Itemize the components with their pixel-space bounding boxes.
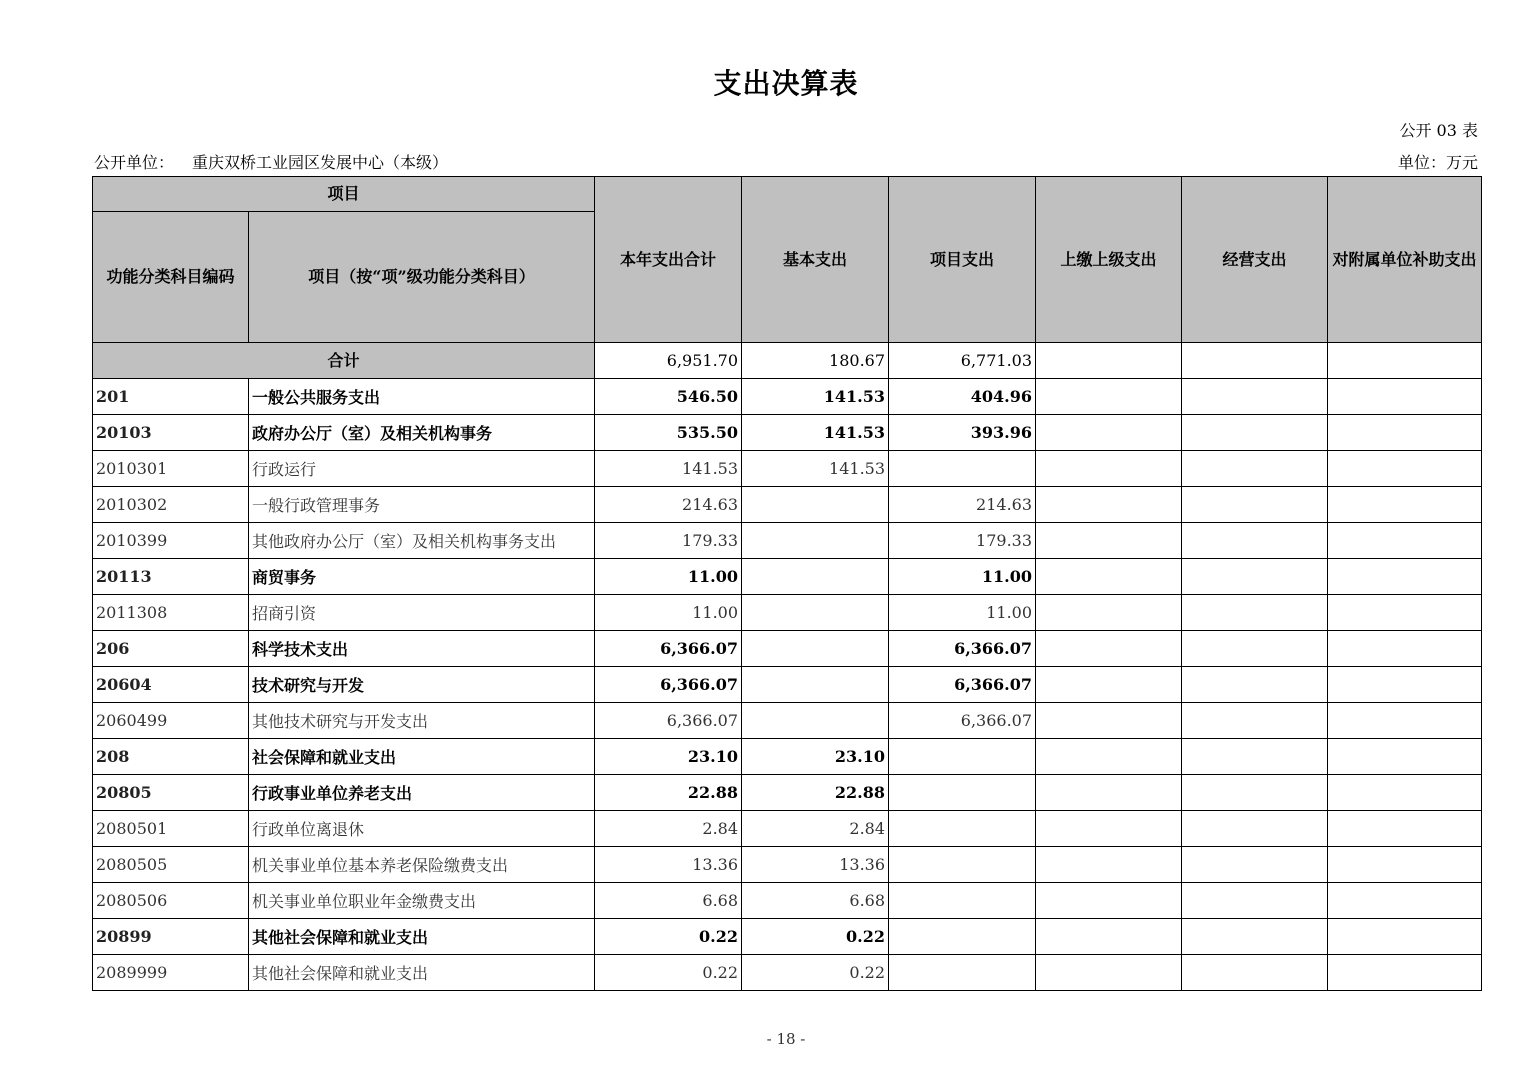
cell-name: 一般行政管理事务: [249, 487, 595, 523]
cell-basic: 2.84: [742, 811, 889, 847]
cell-total: 141.53: [595, 451, 742, 487]
cell-total: 6,366.07: [595, 703, 742, 739]
cell-name: 政府办公厅（室）及相关机构事务: [249, 415, 595, 451]
cell-code: 2010399: [93, 523, 249, 559]
cell-basic: [742, 703, 889, 739]
cell-business: [1182, 667, 1328, 703]
cell-subsidy: [1328, 415, 1482, 451]
cell-code: 20113: [93, 559, 249, 595]
cell-total: 22.88: [595, 775, 742, 811]
summary-basic: 180.67: [742, 343, 889, 379]
cell-subsidy: [1328, 883, 1482, 919]
cell-project: [889, 739, 1036, 775]
cell-project: [889, 775, 1036, 811]
cell-code: 20899: [93, 919, 249, 955]
summary-business: [1182, 343, 1328, 379]
cell-basic: 13.36: [742, 847, 889, 883]
cell-basic: 23.10: [742, 739, 889, 775]
cell-code: 2011308: [93, 595, 249, 631]
cell-upper: [1036, 379, 1182, 415]
table-number: 公开 03 表: [1399, 121, 1478, 140]
header-name: 项目（按“项”级功能分类科目）: [249, 212, 595, 343]
cell-basic: [742, 559, 889, 595]
table-row: [93, 919, 1482, 955]
cell-business: [1182, 379, 1328, 415]
cell-project: 214.63: [889, 487, 1036, 523]
unit-name: 重庆双桥工业园区发展中心（本级）: [192, 153, 449, 172]
cell-subsidy: [1328, 487, 1482, 523]
cell-name: 商贸事务: [249, 559, 595, 595]
cell-name: 其他技术研究与开发支出: [249, 703, 595, 739]
cell-subsidy: [1328, 523, 1482, 559]
cell-upper: [1036, 739, 1182, 775]
cell-subsidy: [1328, 811, 1482, 847]
cell-upper: [1036, 667, 1182, 703]
header-code: 功能分类科目编码: [93, 212, 249, 343]
cell-total: 214.63: [595, 487, 742, 523]
cell-business: [1182, 955, 1328, 991]
summary-total: 6,951.70: [595, 343, 742, 379]
table-row: [93, 451, 1482, 487]
table-row: [93, 739, 1482, 775]
table-row: [93, 415, 1482, 451]
cell-upper: [1036, 559, 1182, 595]
cell-project: [889, 451, 1036, 487]
cell-business: [1182, 631, 1328, 667]
cell-code: 20604: [93, 667, 249, 703]
cell-basic: [742, 667, 889, 703]
cell-business: [1182, 523, 1328, 559]
cell-total: 13.36: [595, 847, 742, 883]
cell-basic: 0.22: [742, 919, 889, 955]
cell-name: 科学技术支出: [249, 631, 595, 667]
expenditure-table: [92, 176, 1482, 991]
unit-label: 公开单位：: [94, 153, 175, 172]
cell-business: [1182, 415, 1328, 451]
cell-total: 6,366.07: [595, 631, 742, 667]
cell-total: 546.50: [595, 379, 742, 415]
cell-project: 6,366.07: [889, 667, 1036, 703]
cell-code: 20805: [93, 775, 249, 811]
cell-project: [889, 847, 1036, 883]
cell-business: [1182, 703, 1328, 739]
header-business: 经营支出: [1182, 177, 1328, 343]
table-row: [93, 559, 1482, 595]
cell-code: 2080501: [93, 811, 249, 847]
cell-project: 404.96: [889, 379, 1036, 415]
cell-business: [1182, 595, 1328, 631]
summary-label: 合计: [93, 343, 595, 379]
cell-total: 0.22: [595, 955, 742, 991]
cell-upper: [1036, 487, 1182, 523]
cell-total: 179.33: [595, 523, 742, 559]
page-title: 支出决算表: [713, 67, 859, 100]
cell-basic: [742, 523, 889, 559]
header-total: 本年支出合计: [595, 177, 742, 343]
cell-project: 6,366.07: [889, 703, 1036, 739]
header-upper: 上缴上级支出: [1036, 177, 1182, 343]
cell-project: [889, 811, 1036, 847]
header-item: 项目: [93, 177, 595, 212]
cell-upper: [1036, 631, 1182, 667]
cell-project: 179.33: [889, 523, 1036, 559]
cell-subsidy: [1328, 379, 1482, 415]
summary-subsidy: [1328, 343, 1482, 379]
cell-total: 2.84: [595, 811, 742, 847]
cell-subsidy: [1328, 955, 1482, 991]
cell-upper: [1036, 919, 1182, 955]
cell-code: 2080506: [93, 883, 249, 919]
header-subsidy: 对附属单位补助支出: [1328, 177, 1482, 343]
cell-name: 技术研究与开发: [249, 667, 595, 703]
cell-total: 0.22: [595, 919, 742, 955]
table-row: [93, 703, 1482, 739]
header-basic: 基本支出: [742, 177, 889, 343]
table-row: [93, 955, 1482, 991]
cell-upper: [1036, 811, 1182, 847]
cell-total: 6.68: [595, 883, 742, 919]
cell-business: [1182, 919, 1328, 955]
cell-name: 行政单位离退休: [249, 811, 595, 847]
cell-total: 535.50: [595, 415, 742, 451]
cell-subsidy: [1328, 739, 1482, 775]
cell-name: 行政事业单位养老支出: [249, 775, 595, 811]
cell-project: 11.00: [889, 559, 1036, 595]
cell-subsidy: [1328, 559, 1482, 595]
cell-name: 机关事业单位职业年金缴费支出: [249, 883, 595, 919]
table-row: [93, 775, 1482, 811]
cell-business: [1182, 451, 1328, 487]
cell-code: 2060499: [93, 703, 249, 739]
cell-business: [1182, 775, 1328, 811]
summary-project: 6,771.03: [889, 343, 1036, 379]
table-row: [93, 523, 1482, 559]
cell-basic: [742, 487, 889, 523]
cell-subsidy: [1328, 595, 1482, 631]
cell-project: 393.96: [889, 415, 1036, 451]
currency-unit: 单位：万元: [1397, 153, 1478, 172]
cell-code: 208: [93, 739, 249, 775]
cell-business: [1182, 739, 1328, 775]
cell-basic: 22.88: [742, 775, 889, 811]
table-row: [93, 379, 1482, 415]
cell-basic: [742, 595, 889, 631]
cell-name: 其他社会保障和就业支出: [249, 919, 595, 955]
table-row: [93, 631, 1482, 667]
header-project: 项目支出: [889, 177, 1036, 343]
page-number: - 18 -: [766, 1030, 806, 1048]
unit-info: [94, 150, 448, 173]
cell-project: [889, 883, 1036, 919]
cell-name: 机关事业单位基本养老保险缴费支出: [249, 847, 595, 883]
table-row: [93, 847, 1482, 883]
table-row: [93, 667, 1482, 703]
cell-subsidy: [1328, 775, 1482, 811]
cell-business: [1182, 883, 1328, 919]
cell-subsidy: [1328, 847, 1482, 883]
cell-project: 11.00: [889, 595, 1036, 631]
cell-project: [889, 919, 1036, 955]
cell-project: [889, 955, 1036, 991]
table-row: [93, 595, 1482, 631]
cell-upper: [1036, 847, 1182, 883]
cell-total: 6,366.07: [595, 667, 742, 703]
cell-basic: 141.53: [742, 379, 889, 415]
unit-info-row: [94, 150, 1478, 172]
cell-upper: [1036, 523, 1182, 559]
cell-upper: [1036, 883, 1182, 919]
cell-basic: 141.53: [742, 451, 889, 487]
cell-code: 2010302: [93, 487, 249, 523]
cell-upper: [1036, 955, 1182, 991]
cell-upper: [1036, 595, 1182, 631]
cell-total: 23.10: [595, 739, 742, 775]
cell-code: 206: [93, 631, 249, 667]
summary-upper: [1036, 343, 1182, 379]
table-row: [93, 487, 1482, 523]
cell-subsidy: [1328, 451, 1482, 487]
cell-code: 20103: [93, 415, 249, 451]
cell-code: 2080505: [93, 847, 249, 883]
cell-subsidy: [1328, 703, 1482, 739]
table-row: [93, 883, 1482, 919]
cell-project: 6,366.07: [889, 631, 1036, 667]
cell-code: 2010301: [93, 451, 249, 487]
cell-total: 11.00: [595, 595, 742, 631]
cell-basic: 6.68: [742, 883, 889, 919]
cell-upper: [1036, 451, 1182, 487]
cell-name: 其他社会保障和就业支出: [249, 955, 595, 991]
cell-basic: [742, 631, 889, 667]
cell-subsidy: [1328, 919, 1482, 955]
cell-name: 行政运行: [249, 451, 595, 487]
cell-basic: 141.53: [742, 415, 889, 451]
cell-subsidy: [1328, 631, 1482, 667]
cell-total: 11.00: [595, 559, 742, 595]
cell-upper: [1036, 415, 1182, 451]
cell-business: [1182, 487, 1328, 523]
cell-upper: [1036, 703, 1182, 739]
cell-name: 社会保障和就业支出: [249, 739, 595, 775]
cell-code: 201: [93, 379, 249, 415]
cell-business: [1182, 811, 1328, 847]
cell-business: [1182, 559, 1328, 595]
cell-name: 一般公共服务支出: [249, 379, 595, 415]
table-row: [93, 811, 1482, 847]
cell-subsidy: [1328, 667, 1482, 703]
cell-name: 其他政府办公厅（室）及相关机构事务支出: [249, 523, 595, 559]
cell-name: 招商引资: [249, 595, 595, 631]
cell-upper: [1036, 775, 1182, 811]
cell-basic: 0.22: [742, 955, 889, 991]
cell-code: 2089999: [93, 955, 249, 991]
cell-business: [1182, 847, 1328, 883]
